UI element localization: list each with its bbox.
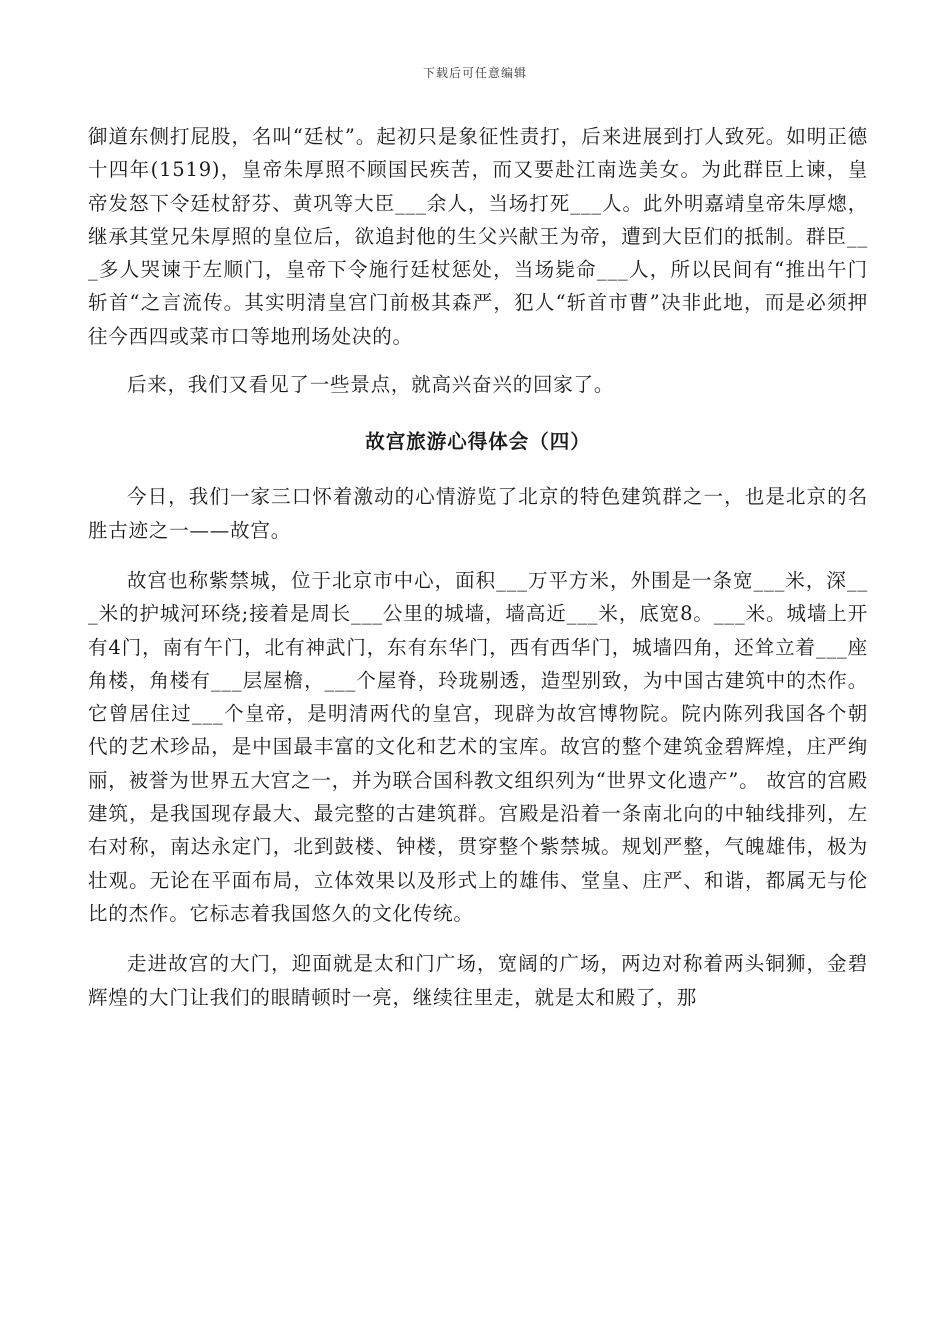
section-title: 故宫旅游心得体会（四）	[365, 430, 591, 454]
paragraph-forbidden-city: 故宫也称紫禁城，位于北京市中心，面积___万平方米，外围是一条宽___米，深___米的护城河环绕;接着是周长___公里的城墙，墙高近___米，底宽8。___米。城墙上开有4门，南有午门，北有神武门，东有东华门，西有西华门，城墙四角，还耸立着___座角楼，角楼有___层屋檐，___个屋脊，玲珑剔透，造型别致，为中国古建筑中的杰作。它曾居住过___个皇帝，是明清两代的皇宫，现辟为故宫博物院。院内陈列我国各个朝代的艺术珍品，是中国最丰富的文化和艺术的宝库。故宫的整个建筑金碧辉煌，庄严绚丽，被誉为世界五大宫之一，并为联合国科教文组织列为“世界文化遗产”。 故宫的宫殿建筑，是我国现存最大、最完整的古建筑群。宫殿是沿着一条南北向的中轴线排列，左右对称，南达永定门，北到鼓楼、钟楼，贯穿整个紫禁城。规划严整，气魄雄伟，极为壮观。无论在平面布局，立体效果以及形式上的雄伟、堂皇、庄严、和谐，都属无与伦比的杰作。它标志着我国悠久的文化传统。	[88, 568, 868, 925]
paragraph-tingzhang: 御道东侧打屁股，名叫“廷杖”。起初只是象征性责打，后来进展到打人致死。如明正德十四年(1519)，皇帝朱厚照不顾国民疾苦，而又要赴江南选美女。为此群臣上谏，皇帝发怒下令廷杖舒芬、黄巩等大臣___余人，当场打死___人。此外明嘉靖皇帝朱厚熜，继承其堂兄朱厚照的皇位后，欲追封他的生父兴献王为帝，遭到大臣们的抵制。群臣___多人哭谏于左顺门，皇帝下令施行廷杖惩处，当场毙命___人，所以民间有“推出午门斩首“之言流传。其实明清皇宫门前极其森严，犯人“斩首市曹”决非此地，而是必须押往今西四或菜市口等地刑场处决的。	[88, 125, 868, 348]
document-body	[88, 120, 868, 1014]
paragraph-intro: 今日，我们一家三口怀着激动的心情游览了北京的特色建筑群之一，也是北京的名胜古迹之一——故宫。	[88, 485, 868, 542]
paragraph-taihe-gate: 走进故宫的大门，迎面就是太和门广场，宽阔的广场，两边对称着两头铜狮，金碧辉煌的大门让我们的眼睛顿时一亮，继续往里走，就是太和殿了，那	[88, 952, 868, 1009]
paragraph-went-home: 后来，我们又看见了一些景点，就高兴奋兴的回家了。	[127, 373, 615, 397]
page-header: 下载后可任意编辑	[422, 66, 527, 80]
